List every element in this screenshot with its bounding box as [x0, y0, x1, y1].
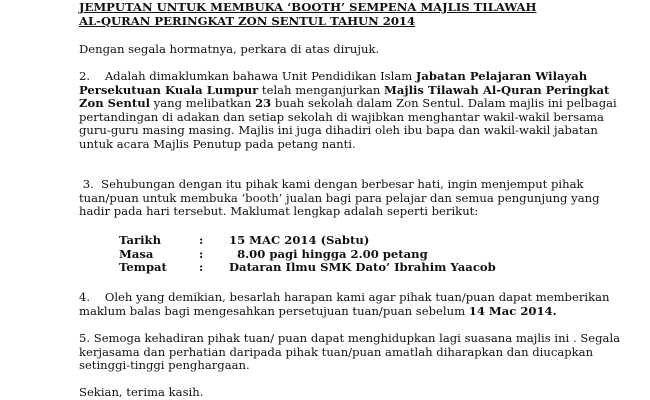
paragraph-4-text: Oleh yang demikian, besarlah harapan kami agar pihak tuan/puan dapat memberikan maklum balas bagi mengesahkan persetujuan tuan/puan sebelum — [79, 290, 610, 318]
detail-label-date: Tarikh — [119, 233, 162, 247]
closing-line: Sekian, terima kasih. — [79, 385, 204, 399]
paragraph-5-text: Semoga kehadiran pihak tuan/ puan dapat menghidupkan lagi suasana majlis ini . Segala kerjasama dan perhatian daripada pihak tuan/puan amatlah diharapkan dan diucapkan setinggi-tinggi penghargaan. — [79, 331, 621, 373]
paragraph-4-deadline: 14 Mac 2014. — [468, 303, 557, 318]
paragraph-2-text-2: telah menganjurkan — [258, 82, 385, 97]
paragraph-5-number: 5. — [79, 331, 91, 345]
paragraph-2-text-3: yang melibatkan — [150, 96, 256, 111]
detail-colon: : — [199, 233, 204, 247]
detail-label-time: Masa — [119, 246, 154, 261]
paragraph-2 — [79, 70, 634, 152]
paragraph-5 — [79, 332, 634, 373]
paragraph-3 — [79, 178, 634, 219]
paragraph-3-number: 3. — [82, 177, 94, 191]
detail-value-time: 8.00 pagi hingga 2.00 petang — [229, 246, 428, 261]
detail-row-date — [119, 234, 496, 248]
paragraph-3-text: Sehubungan dengan itu pihak kami dengan berbesar hati, ingin menjemput pihak tuan/puan untuk membuka ‘booth’ jualan bagi para pelajar dan semua pengunjung yang hadir pada hari tersebut. Maklumat lengkap adalah seperti berikut: — [79, 177, 600, 219]
detail-row-venue — [119, 261, 496, 275]
detail-row-time — [119, 248, 496, 262]
detail-colon: : — [199, 260, 204, 275]
paragraph-4 — [79, 291, 634, 318]
detail-value-venue: Dataran Ilmu SMK Dato’ Ibrahim Yaacob — [229, 260, 496, 275]
paragraph-2-school-count: 23 — [255, 96, 272, 111]
letter-title: JEMPUTAN UNTUK MEMBUKA ‘BOOTH’ SEMPENA MAJLIS TILAWAH AL-QURAN PERINGKAT ZON SENTUL TAHUN 2014 — [79, 0, 537, 28]
detail-label-venue: Tempat — [119, 260, 167, 275]
detail-colon: : — [199, 246, 204, 261]
greeting-line: Dengan segala hormatnya, perkara di atas dirujuk. — [79, 42, 380, 56]
detail-value-date: 15 MAC 2014 (Sabtu) — [229, 233, 370, 247]
paragraph-2-text-4: buah sekolah dalam Zon Sentul. Dalam majlis ini pelbagai pertandingan di adakan dan setiap sekolah di wajibkan menghantar wakil-wakil bersama guru-guru masing masing. Majlis ini juga dihadiri oleh ibu bapa dan wakil-wakil jabatan untuk acara Majlis Penutup pada petang nanti. — [79, 96, 617, 151]
paragraph-2-number: 2. — [79, 69, 91, 83]
event-details — [119, 234, 496, 275]
paragraph-2-event-name: Majlis Tilawah Al-Quran Peringkat Zon Sentul — [79, 82, 610, 111]
paragraph-2-text-1: Adalah dimaklumkan bahawa Unit Pendidikan Islam — [104, 69, 416, 83]
paragraph-2-department: Jabatan Pelajaran Wilayah Persekutuan Kuala Lumpur — [79, 69, 588, 97]
paragraph-4-number: 4. — [79, 290, 91, 304]
